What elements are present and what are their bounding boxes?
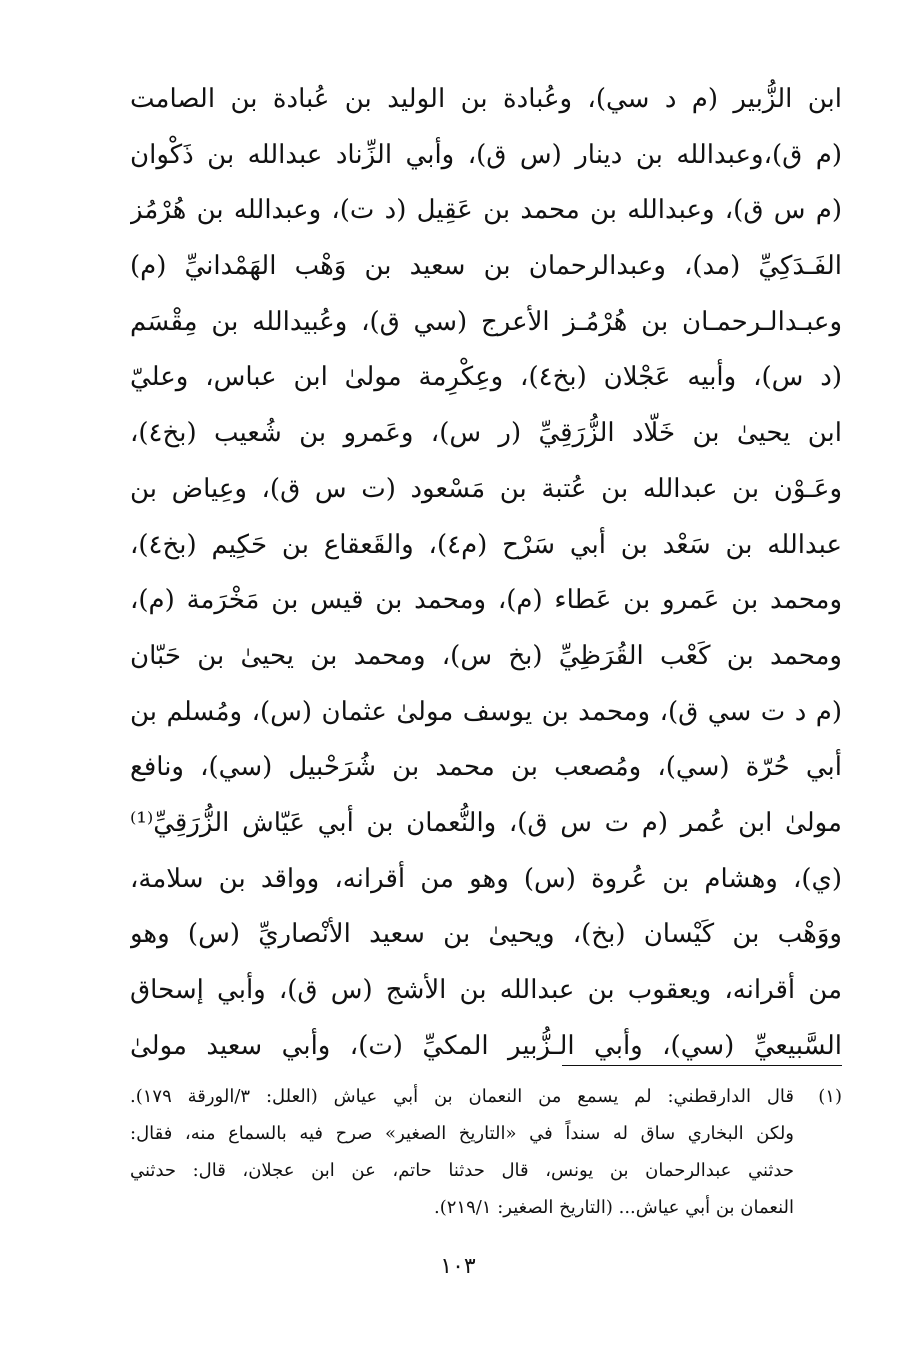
main-text-block [130, 72, 842, 1074]
page-number: ١٠٣ [440, 1254, 476, 1279]
text-line: (ي)، وهشام بن عُروة (س) وهو من أقرانه، وواقد بن سلامة، [130, 863, 842, 894]
text-line: أبي حُرّة (سي)، ومُصعب بن محمد بن شُرَحْبيل (سي)، ونافع [130, 752, 842, 783]
text-line: الفَـدَكِيِّ (مد)، وعبدالرحمان بن سعيد بن وَهْب الهَمْدانيِّ (م) [130, 251, 842, 282]
footnote [130, 1078, 842, 1226]
text-line: مولىٰ ابن عُمر (م ت س ق)، والنُّعمان بن أبي عَيّاش الزُّرَقِيِّ⁽¹⁾ [130, 807, 842, 838]
text-line: ومحمد بن عَمرو بن عَطاء (م)، ومحمد بن قيس بن مَخْرَمة (م)، [130, 585, 842, 616]
text-line: (د س)، وأبيه عَجْلان (بخ٤)، وعِكْرِمة مولىٰ ابن عباس، وعليّ [130, 362, 842, 393]
text-line: وعبـدالـرحمـان بن هُرْمُـز الأعرج (سي ق)، وعُبيدالله بن مِقْسَم [130, 306, 842, 337]
text-line: ابن الزُّبير (م د سي)، وعُبادة بن الوليد بن عُبادة بن الصامت [130, 84, 842, 114]
footnote-line: النعمان بن أبي عياش... (التاريخ الصغير: ٢١٩/١). [433, 1197, 794, 1218]
text-line: (م د ت سي ق)، ومحمد بن يوسف مولىٰ عثمان (س)، ومُسلم بن [130, 696, 842, 727]
footnotes-block [130, 1078, 842, 1226]
text-line: ووَهْب بن كَيْسان (بخ)، ويحيىٰ بن سعيد الأنْصاريِّ (س) وهو [130, 919, 842, 950]
text-line: وعَـوْن بن عبدالله بن عُتبة بن مَسْعود (ت س ق)، وعِياض بن [130, 473, 842, 504]
text-line: السَّبيعيِّ (سي)، وأبي الـزُّبير المكيِّ (ت)، وأبي سعيد مولىٰ [130, 1030, 842, 1061]
text-line: (م ق)،وعبدالله بن دينار (س ق)، وأبي الزِّناد عبدالله بن ذَكْوان [130, 139, 842, 170]
footnote-number: (١) [818, 1086, 842, 1107]
text-line: عبدالله بن سَعْد بن أبي سَرْح (م٤)، والقَعقاع بن حَكِيم (بخ٤)، [130, 529, 842, 560]
text-line: ابن يحيىٰ بن خَلّاد الزُّرَقِيِّ (ر س)، وعَمرو بن شُعيب (بخ٤)، [130, 418, 842, 449]
text-line: ومحمد بن كَعْب القُرَظِيِّ (بخ س)، ومحمد بن يحيىٰ بن حَبّان [130, 640, 842, 671]
text-line: من أقرانه، ويعقوب بن عبدالله بن الأشج (س ق)، وأبي إسحاق [130, 975, 842, 1005]
footnote-line: حدثني عبدالرحمان بن يونس، قال حدثنا حاتم، عن ابن عجلان، قال: حدثني [130, 1160, 794, 1181]
footnote-line: قال الدارقطني: لم يسمع من النعمان بن أبي عياش (العلل: ٣/الورقة ١٧٩). [130, 1086, 794, 1107]
footnote-line: ولكن البخاري ساق له سنداً في «التاريخ الصغير» صرح فيه بالسماع منه، فقال: [130, 1123, 794, 1144]
footnote-text [130, 1078, 794, 1226]
footnote-separator [562, 1065, 842, 1066]
text-line: (م س ق)، وعبدالله بن محمد بن عَقِيل (د ت)، وعبدالله بن هُرْمُز [130, 195, 842, 226]
